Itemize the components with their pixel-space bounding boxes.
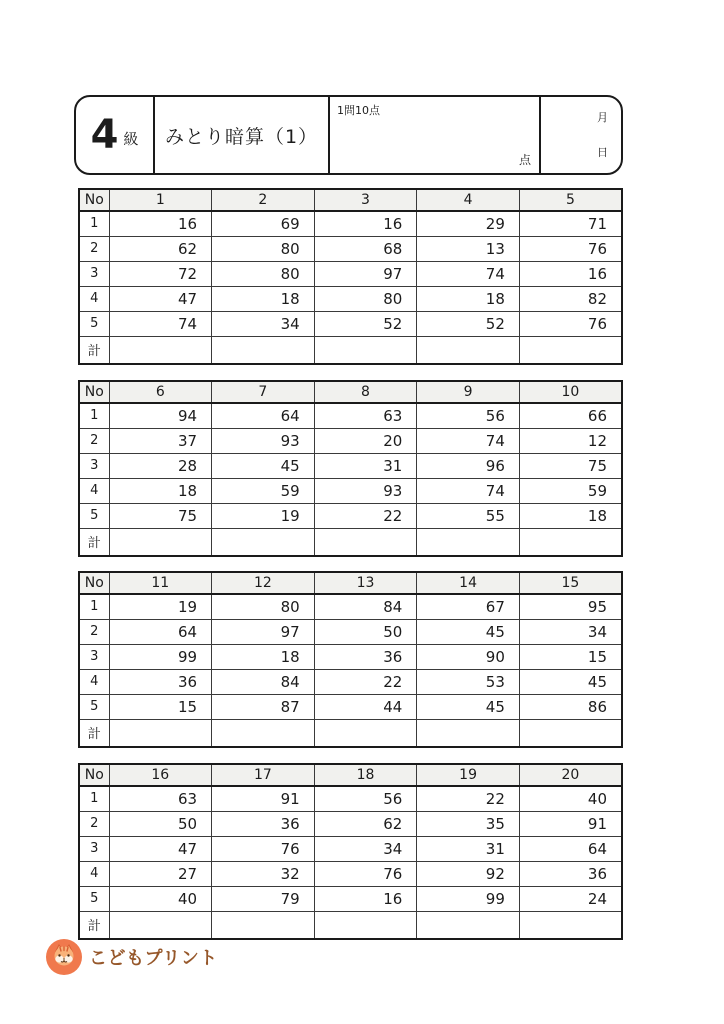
addend-cell: 62 [109,236,212,261]
addend-cell: 80 [212,236,315,261]
total-label: 計 [79,528,109,556]
row-label: 3 [79,453,109,478]
addend-cell: 93 [212,428,315,453]
row-label: 4 [79,861,109,886]
worksheet-title: みとり暗算（1） [164,125,319,148]
addend-cell: 37 [109,428,212,453]
addend-cell: 76 [212,836,315,861]
addend-cell: 45 [212,453,315,478]
addend-cell: 15 [109,694,212,719]
no-column-header: No [79,572,109,594]
addend-cell: 63 [109,786,212,811]
addend-cell: 13 [417,236,520,261]
addend-cell: 93 [314,478,417,503]
addend-cell: 68 [314,236,417,261]
addend-cell: 97 [314,261,417,286]
addend-cell: 82 [519,286,622,311]
addend-cell: 86 [519,694,622,719]
problem-table-1 [78,188,623,365]
total-answer-cell [109,719,212,747]
no-column-header: No [79,381,109,403]
addend-cell: 35 [417,811,520,836]
addend-cell: 22 [417,786,520,811]
problem-number-header: 17 [212,764,315,786]
total-row [79,336,622,364]
addend-cell: 34 [519,619,622,644]
addend-cell: 22 [314,669,417,694]
addend-cell: 79 [212,886,315,911]
addend-cell: 32 [212,861,315,886]
total-label: 計 [79,911,109,939]
table-row [79,286,622,311]
addend-cell: 34 [314,836,417,861]
grade-cell [76,97,155,173]
addend-cell: 18 [417,286,520,311]
addend-cell: 28 [109,453,212,478]
row-label: 2 [79,619,109,644]
addend-cell: 80 [212,261,315,286]
total-answer-cell [212,528,315,556]
addend-cell: 19 [109,594,212,619]
addend-cell: 56 [314,786,417,811]
addend-cell: 44 [314,694,417,719]
addend-cell: 95 [519,594,622,619]
addend-cell: 63 [314,403,417,428]
total-answer-cell [519,528,622,556]
table-row [79,836,622,861]
addend-cell: 62 [314,811,417,836]
problem-table-3 [78,571,623,748]
addend-cell: 87 [212,694,315,719]
addend-cell: 84 [314,594,417,619]
addend-cell: 80 [212,594,315,619]
addend-cell: 45 [519,669,622,694]
problem-number-header: 2 [212,189,315,211]
logo-text: こどもプリント [89,948,218,969]
addend-cell: 15 [519,644,622,669]
addend-cell: 36 [212,811,315,836]
total-answer-cell [314,528,417,556]
row-label: 1 [79,594,109,619]
addend-cell: 76 [314,861,417,886]
addend-cell: 45 [417,694,520,719]
addend-cell: 99 [109,644,212,669]
total-answer-cell [314,911,417,939]
table-row [79,669,622,694]
total-answer-cell [212,336,315,364]
score-note: 1問10点 [337,104,380,117]
date-cell [541,97,621,173]
addend-cell: 16 [519,261,622,286]
score-unit-label: 点 [518,153,531,167]
problem-number-header: 7 [212,381,315,403]
total-answer-cell [417,336,520,364]
row-label: 4 [79,286,109,311]
problem-number-header: 6 [109,381,212,403]
addend-cell: 27 [109,861,212,886]
addend-cell: 64 [519,836,622,861]
addend-cell: 36 [519,861,622,886]
footer-logo [46,939,218,975]
no-column-header: No [79,189,109,211]
problem-number-header: 9 [417,381,520,403]
row-label: 5 [79,503,109,528]
table-row [79,861,622,886]
table-row [79,694,622,719]
addend-cell: 18 [212,644,315,669]
addend-cell: 16 [109,211,212,236]
total-row [79,528,622,556]
addend-cell: 16 [314,886,417,911]
problem-number-header: 11 [109,572,212,594]
row-label: 1 [79,403,109,428]
title-cell [155,97,330,173]
problem-number-header: 15 [519,572,622,594]
problem-number-header: 13 [314,572,417,594]
addend-cell: 69 [212,211,315,236]
total-answer-cell [417,719,520,747]
row-label: 3 [79,644,109,669]
cat-mascot-icon [46,939,82,975]
row-label: 5 [79,694,109,719]
addend-cell: 67 [417,594,520,619]
addend-cell: 75 [109,503,212,528]
total-answer-cell [109,336,212,364]
addend-cell: 40 [519,786,622,811]
problem-number-header: 14 [417,572,520,594]
addend-cell: 72 [109,261,212,286]
table-row [79,619,622,644]
table-row [79,403,622,428]
addend-cell: 53 [417,669,520,694]
row-label: 1 [79,211,109,236]
worksheet-header [74,95,623,175]
total-answer-cell [519,719,622,747]
grade-number: 4 [90,112,119,158]
total-answer-cell [519,911,622,939]
problem-number-header: 18 [314,764,417,786]
total-answer-cell [212,911,315,939]
addend-cell: 18 [519,503,622,528]
total-row [79,911,622,939]
table-row [79,428,622,453]
day-label: 日 [597,146,608,159]
addend-cell: 56 [417,403,520,428]
total-label: 計 [79,336,109,364]
table-row [79,503,622,528]
addend-cell: 52 [314,311,417,336]
addend-cell: 31 [314,453,417,478]
addend-cell: 64 [109,619,212,644]
addend-cell: 59 [212,478,315,503]
addend-cell: 45 [417,619,520,644]
addend-cell: 66 [519,403,622,428]
addend-cell: 55 [417,503,520,528]
total-answer-cell [314,719,417,747]
total-answer-cell [212,719,315,747]
problem-table-2 [78,380,623,557]
table-row [79,644,622,669]
row-label: 2 [79,236,109,261]
addend-cell: 36 [314,644,417,669]
addend-cell: 31 [417,836,520,861]
addend-cell: 18 [212,286,315,311]
problem-number-header: 1 [109,189,212,211]
problem-table-4 [78,763,623,940]
addend-cell: 76 [519,311,622,336]
addend-cell: 74 [109,311,212,336]
table-row [79,453,622,478]
problem-number-header: 8 [314,381,417,403]
addend-cell: 19 [212,503,315,528]
problem-number-header: 10 [519,381,622,403]
addend-cell: 74 [417,428,520,453]
addend-cell: 97 [212,619,315,644]
table-row [79,478,622,503]
addend-cell: 80 [314,286,417,311]
addend-cell: 52 [417,311,520,336]
addend-cell: 99 [417,886,520,911]
problem-number-header: 3 [314,189,417,211]
table-row [79,786,622,811]
table-row [79,311,622,336]
problem-number-header: 19 [417,764,520,786]
addend-cell: 40 [109,886,212,911]
problem-number-header: 5 [519,189,622,211]
row-label: 5 [79,886,109,911]
problem-number-header: 20 [519,764,622,786]
total-row [79,719,622,747]
total-label: 計 [79,719,109,747]
addend-cell: 84 [212,669,315,694]
addend-cell: 74 [417,261,520,286]
addend-cell: 47 [109,836,212,861]
row-label: 5 [79,311,109,336]
row-label: 3 [79,261,109,286]
total-answer-cell [417,528,520,556]
row-label: 2 [79,811,109,836]
addend-cell: 96 [417,453,520,478]
addend-cell: 91 [519,811,622,836]
total-answer-cell [417,911,520,939]
addend-cell: 64 [212,403,315,428]
row-label: 4 [79,478,109,503]
table-row [79,261,622,286]
addend-cell: 24 [519,886,622,911]
addend-cell: 16 [314,211,417,236]
row-label: 1 [79,786,109,811]
addend-cell: 71 [519,211,622,236]
addend-cell: 91 [212,786,315,811]
addend-cell: 50 [109,811,212,836]
addend-cell: 76 [519,236,622,261]
total-answer-cell [109,911,212,939]
addend-cell: 29 [417,211,520,236]
month-label: 月 [597,111,608,124]
addend-cell: 18 [109,478,212,503]
row-label: 2 [79,428,109,453]
problem-number-header: 4 [417,189,520,211]
addend-cell: 59 [519,478,622,503]
addend-cell: 92 [417,861,520,886]
addend-cell: 94 [109,403,212,428]
addend-cell: 90 [417,644,520,669]
score-cell [330,97,541,173]
addend-cell: 50 [314,619,417,644]
grade-suffix: 級 [123,129,139,148]
problem-number-header: 12 [212,572,315,594]
total-answer-cell [314,336,417,364]
addend-cell: 12 [519,428,622,453]
table-row [79,811,622,836]
addend-cell: 74 [417,478,520,503]
addend-cell: 75 [519,453,622,478]
row-label: 3 [79,836,109,861]
addend-cell: 34 [212,311,315,336]
problem-number-header: 16 [109,764,212,786]
total-answer-cell [109,528,212,556]
table-row [79,211,622,236]
table-row [79,236,622,261]
row-label: 4 [79,669,109,694]
table-row [79,886,622,911]
no-column-header: No [79,764,109,786]
addend-cell: 36 [109,669,212,694]
total-answer-cell [519,336,622,364]
addend-cell: 22 [314,503,417,528]
table-row [79,594,622,619]
addend-cell: 20 [314,428,417,453]
addend-cell: 47 [109,286,212,311]
